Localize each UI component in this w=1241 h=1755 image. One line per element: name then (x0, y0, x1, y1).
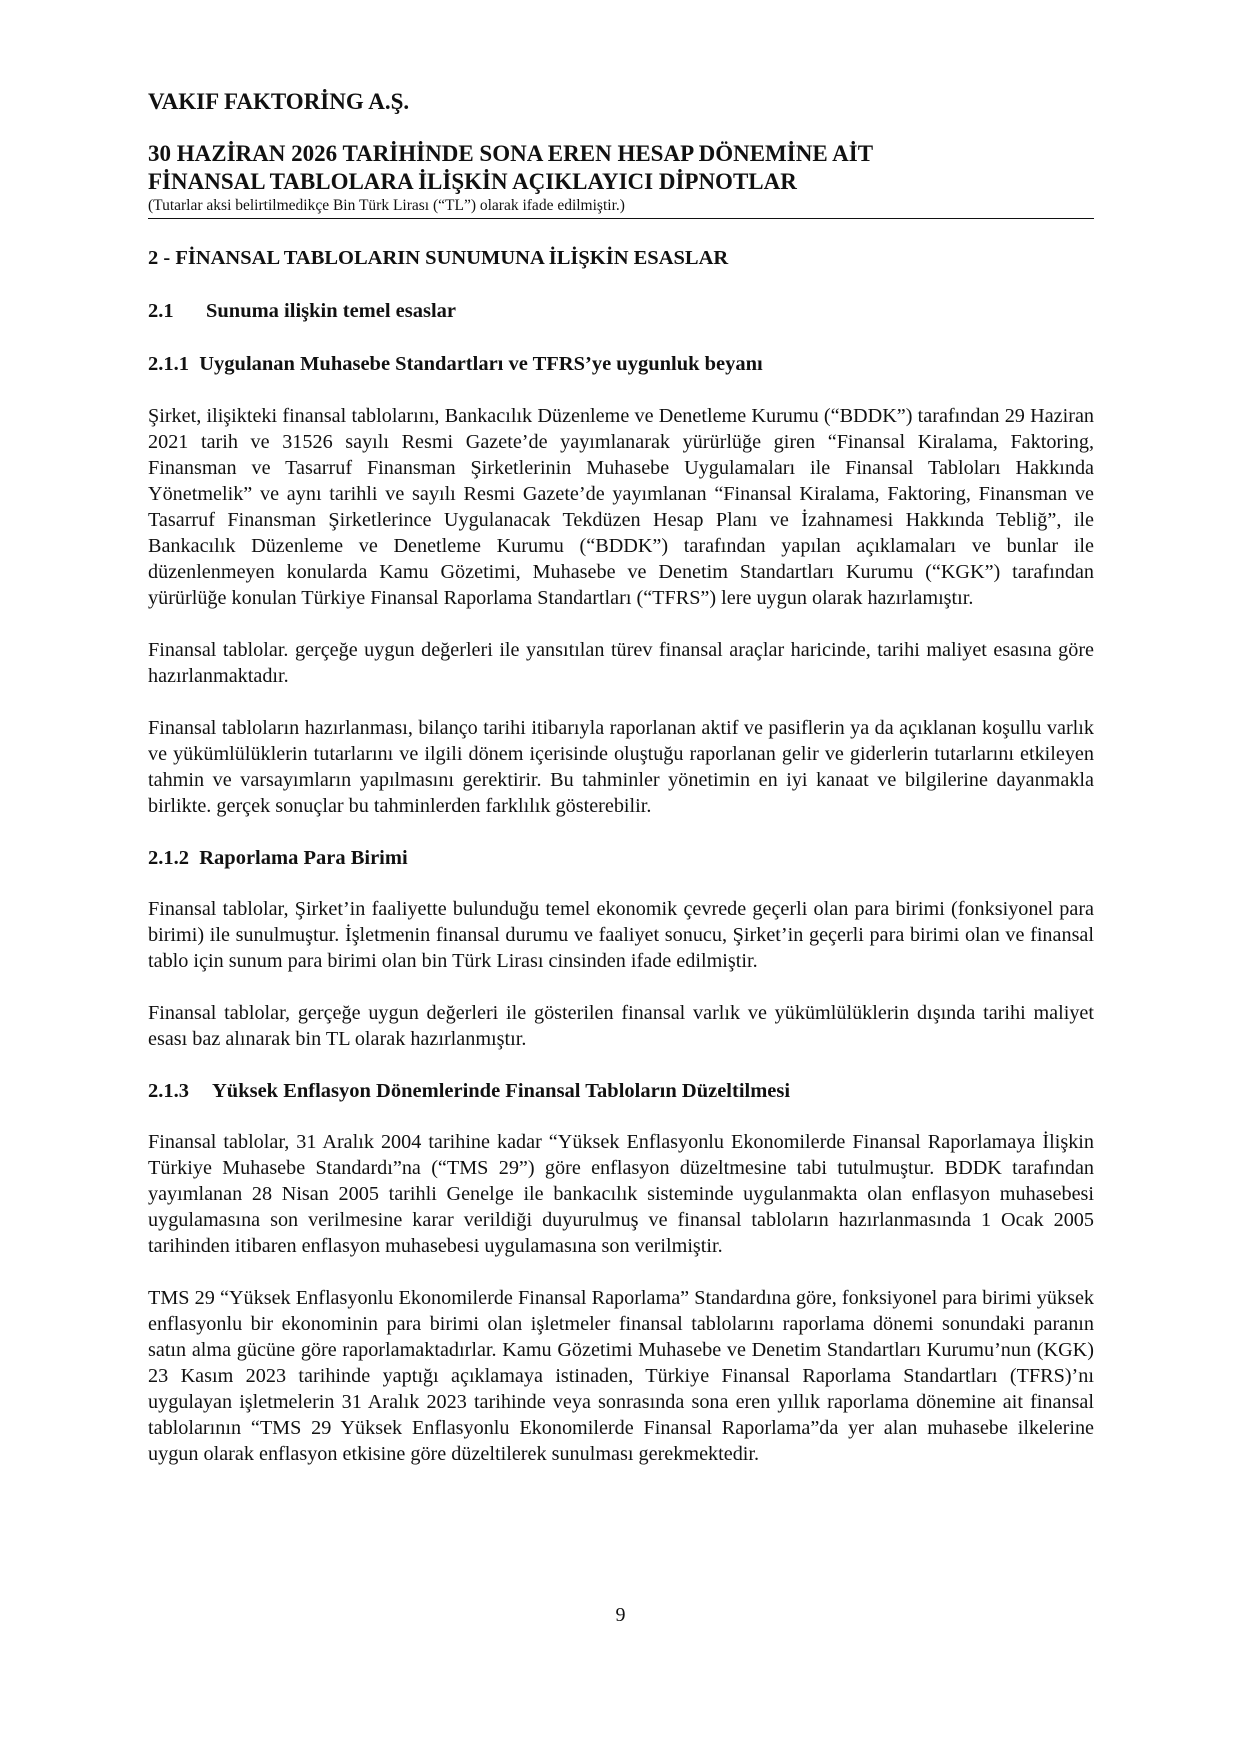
subsection-number: 2.1 (148, 300, 174, 322)
paragraph-functional-currency: Finansal tablolar, Şirket’in faaliyette bulunduğu temel ekonomik çevrede geçerli olan para birimi (fonksiyonel para birimi) ile sunulmuştur. İşletmenin finansal durumu ve faaliyet sonucu, Şirket’in geçerli para birimi olan ve finansal tablo için sunum para birimi olan bin Türk Lirası cinsinden ifade edilmiştir. (148, 898, 1094, 972)
subsection-title: Sunuma ilişkin temel esaslar (206, 300, 457, 322)
paragraph-tms-29: TMS 29 “Yüksek Enflasyonlu Ekonomilerde Finansal Raporlama” Standardına göre, fonksiyonel para birimi yüksek enflasyonlu bir ekonominin para birimi olan işletmeler finansal tablolarını raporlama dönemi sonundaki paranın satın alma gücüne göre raporlamaktadırlar. Kamu Gözetimi Muhasebe ve Denetim Standartları Kurumu’nun (KGK) 23 Kasım 2023 tarihinde yaptığı açıklamaya istinaden, Türkiye Finansal Raporlama Standartları (TFRS)’nı uygulayan işletmelerin 31 Aralık 2023 tarihinde veya sonrasında sona eren yıllık raporlama dönemine ait finansal tablolarının “TMS 29 Yüksek Enflasyonlu Ekonomilerde Finansal Raporlama”da yer alan muhasebe ilkelerine uygun olarak enflasyon etkisine göre düzeltilerek sunulması gerekmektedir. (148, 1287, 1094, 1465)
subsection-title: Yüksek Enflasyon Dönemlerinde Finansal Tabloların Düzeltilmesi (212, 1080, 791, 1102)
paragraph-thousand-tl: Finansal tablolar, gerçeğe uygun değerleri ile gösterilen finansal varlık ve yükümlülüklerin dışında tarihi maliyet esası baz alınarak bin TL olarak hazırlanmıştır. (148, 1002, 1094, 1050)
section-heading: 2 - FİNANSAL TABLOLARIN SUNUMUNA İLİŞKİN ESASLAR (148, 247, 729, 269)
document-subtitle: (Tutarlar aksi belirtilmedikçe Bin Türk Lirası (“TL”) olarak ifade edilmiştir.) (148, 196, 1094, 219)
subsection-title: Raporlama Para Birimi (199, 847, 408, 869)
subsection-number: 2.1.3 (148, 1080, 189, 1102)
paragraph-inflation-history: Finansal tablolar, 31 Aralık 2004 tarihine kadar “Yüksek Enflasyonlu Ekonomilerde Finansal Raporlamaya İlişkin Türkiye Muhasebe Standardı”na (“TMS 29”) göre enflasyon düzeltmesine tabi tutulmuştur. BDDK tarafından yayımlanan 28 Nisan 2005 tarihli Genelge ile bankacılık sisteminde uygulanmakta olan enflasyon muhasebesi uygulamasına son verilmesine karar verildiği duyurulmuş ve finansal tabloların hazırlanmasında 1 Ocak 2005 tarihinden itibaren enflasyon muhasebesi uygulamasına son verilmiştir. (148, 1131, 1094, 1257)
page-number: 9 (615, 1604, 626, 1626)
paragraph-historical-cost: Finansal tablolar. gerçeğe uygun değerleri ile yansıtılan türev finansal araçlar haricinde, tarihi maliyet esasına göre hazırlanmaktadır. (148, 639, 1094, 687)
paragraph-estimates: Finansal tabloların hazırlanması, bilanço tarihi itibarıyla raporlanan aktif ve pasiflerin ya da açıklanan koşullu varlık ve yükümlülüklerin tutarlarını ve ilgili dönem içerisinde oluştuğu raporlanan gelir ve giderlerin tutarlarını etkileyen tahmin ve varsayımların yapılmasını gerektirir. Bu tahminler yönetimin en iyi kanaat ve bilgilerine dayanmakla birlikte. gerçek sonuçlar bu tahminlerden farklılık gösterebilir. (148, 717, 1094, 817)
subsection-heading-2-1 (148, 298, 1094, 324)
subsection-heading-2-1-2 (148, 845, 1094, 871)
company-name: VAKIF FAKTORİNG A.Ş. (148, 89, 410, 114)
subsection-number: 2.1.1 (148, 353, 189, 375)
subsection-heading-2-1-3 (148, 1078, 1094, 1104)
subsection-heading-2-1-1 (148, 351, 1094, 377)
document-page (148, 88, 1094, 1467)
paragraph-accounting-standards: Şirket, ilişikteki finansal tablolarını, Bankacılık Düzenleme ve Denetleme Kurumu (“BDDK”) tarafından 29 Haziran 2021 tarih ve 31526 sayılı Resmi Gazete’de yayımlanarak yürürlüğe giren “Finansal Kiralama, Faktoring, Finansman ve Tasarruf Finansman Şirketlerinin Muhasebe Uygulamaları ile Finansal Tabloları Hakkında Yönetmelik” ve aynı tarihli ve sayılı Resmi Gazete’de yayımlanan “Finansal Kiralama, Faktoring, Finansman ve Tasarruf Finansman Şirketlerince Uygulanacak Tekdüzen Hesap Planı ve İzahnamesi Hakkında Tebliğ”, ile Bankacılık Düzenleme ve Denetleme Kurumu (“BDDK”) tarafından yapılan açıklamaları ve bunlar ile düzenlenmeyen konularda Kamu Gözetimi, Muhasebe ve Denetim Standartları Kurumu (“KGK”) tarafından yürürlüğe konulan Türkiye Finansal Raporlama Standartları (“TFRS”) lere uygun olarak hazırlamıştır. (148, 405, 1094, 609)
document-title-line-1: 30 HAZİRAN 2026 TARİHİNDE SONA EREN HESAP DÖNEMİNE AİT (148, 141, 874, 166)
document-title-line-2: FİNANSAL TABLOLARA İLİŞKİN AÇIKLAYICI DİPNOTLAR (148, 169, 797, 194)
subsection-title: Uygulanan Muhasebe Standartları ve TFRS’ye uygunluk beyanı (199, 353, 763, 375)
subsection-number: 2.1.2 (148, 847, 189, 869)
